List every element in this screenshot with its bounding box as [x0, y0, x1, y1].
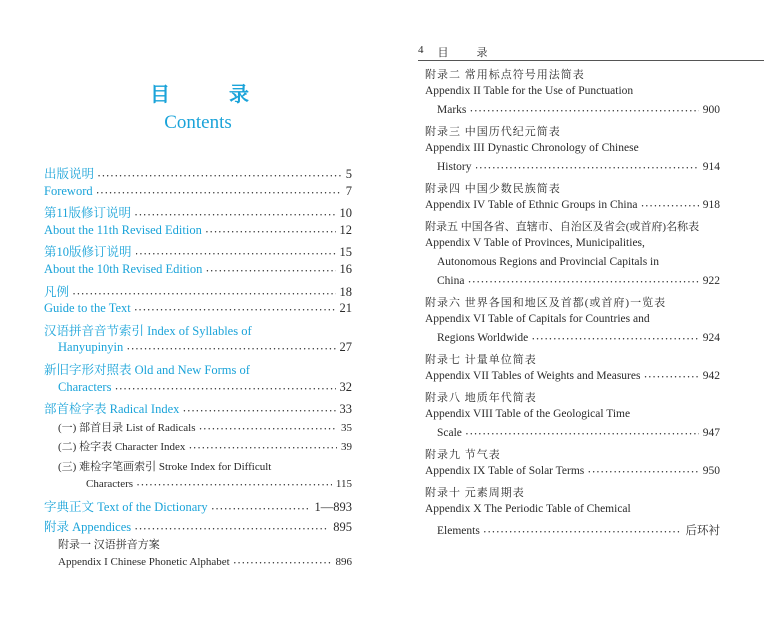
toc-entry[interactable]: China ••••• 922 — [425, 275, 720, 294]
toc-entry[interactable]: (二) 检字表 Character Index ••••• 39 — [44, 438, 352, 458]
toc-entry[interactable]: 附录三 中国历代纪元简表 — [425, 126, 561, 138]
toc-entry[interactable]: 凡例 ••••• 18 — [44, 282, 352, 302]
toc-entry[interactable]: (一) 部首目录 List of Radicals ••••• 35 — [44, 419, 352, 439]
toc-entry[interactable]: Characters ••••• 115 — [44, 478, 352, 498]
toc-entry[interactable]: 字典正文 Text of the Dictionary ••••• 1—893 — [44, 497, 352, 517]
toc-entry[interactable]: (三) 难检字笔画索引 Stroke Index for Difficult — [58, 460, 272, 473]
toc-entry[interactable]: Appendix VI Table of Capitals for Countries and — [425, 313, 650, 325]
toc-entry[interactable]: Appendix II Table for the Use of Punctuation — [425, 85, 634, 97]
contents-title-english: Contents — [164, 112, 232, 133]
toc-entry[interactable]: Appendix I Chinese Phonetic Alphabet ••••• 896 — [44, 556, 352, 576]
toc-entry[interactable]: 附录一 汉语拼音方案 — [58, 539, 160, 552]
running-header — [418, 44, 764, 60]
toc-entry[interactable]: 汉语拼音音节索引 Index of Syllables of — [44, 323, 252, 338]
toc-entry[interactable]: Characters ••••• 32 — [44, 380, 352, 400]
right-toc-list — [425, 66, 720, 541]
header-char-1: 目 — [437, 47, 449, 59]
toc-entry[interactable]: 附录四 中国少数民族简表 — [425, 183, 561, 195]
toc-entry[interactable]: Appendix VIII Table of the Geological Time — [425, 408, 631, 420]
page-number: 4 — [418, 44, 424, 56]
left-toc-list — [44, 164, 352, 575]
toc-entry[interactable]: Appendix III Dynastic Chronology of Chinese — [425, 142, 639, 154]
toc-entry[interactable]: Scale ••••• 947 — [425, 427, 720, 446]
toc-entry[interactable]: Regions Worldwide ••••• 924 — [425, 332, 720, 351]
toc-entry[interactable]: 附录七 计量单位简表 — [425, 354, 537, 366]
header-rule — [418, 60, 764, 61]
toc-entry[interactable]: 附录二 常用标点符号用法简表 — [425, 69, 585, 81]
toc-entry[interactable]: About the 10th Revised Edition ••••• 16 — [44, 262, 352, 282]
toc-entry[interactable]: Guide to the Text ••••• 21 — [44, 301, 352, 321]
toc-entry[interactable]: 部首检字表 Radical Index ••••• 33 — [44, 399, 352, 419]
toc-entry[interactable]: 附录九 节气表 — [425, 449, 501, 461]
toc-entry[interactable]: 附录 Appendices ••••• 895 — [44, 517, 352, 537]
toc-entry[interactable]: 附录五 中国各省、直辖市、自治区及省会(或首府)名称表 — [425, 221, 700, 233]
toc-entry[interactable]: Hanyupinyin ••••• 27 — [44, 340, 352, 360]
toc-entry[interactable]: 附录六 世界各国和地区及首都(或首府)一览表 — [425, 297, 667, 309]
toc-entry[interactable]: 第11版修订说明 ••••• 10 — [44, 203, 352, 223]
toc-entry[interactable]: Appendix IX Table of Solar Terms ••••• 950 — [425, 465, 720, 484]
toc-entry[interactable]: 出版说明 ••••• 5 — [44, 164, 352, 184]
title-char-2: 录 — [229, 84, 250, 106]
toc-entry[interactable]: Marks ••••• 900 — [425, 104, 720, 123]
toc-entry[interactable]: Elements ••••• 后环衬 — [425, 522, 720, 541]
title-char-1: 目 — [150, 84, 171, 106]
toc-entry[interactable]: Foreword ••••• 7 — [44, 184, 352, 204]
toc-entry[interactable]: 附录八 地质年代简表 — [425, 392, 537, 404]
toc-entry[interactable]: History ••••• 914 — [425, 161, 720, 180]
toc-entry[interactable]: Appendix IV Table of Ethnic Groups in China ••••• 918 — [425, 199, 720, 218]
toc-entry[interactable]: 新旧字形对照表 Old and New Forms of — [44, 362, 250, 377]
toc-entry[interactable]: 第10版修订说明 ••••• 15 — [44, 242, 352, 262]
contents-title-chinese — [150, 78, 250, 107]
toc-entry[interactable]: Appendix V Table of Provinces, Municipalities, — [425, 237, 645, 249]
toc-entry[interactable]: About the 11th Revised Edition ••••• 12 — [44, 223, 352, 243]
toc-entry[interactable]: Appendix VII Tables of Weights and Measures ••••• 942 — [425, 370, 720, 389]
toc-entry[interactable]: 附录十 元素周期表 — [425, 487, 525, 499]
toc-entry[interactable]: Appendix X The Periodic Table of Chemical — [425, 503, 631, 515]
header-char-2: 录 — [476, 47, 488, 59]
toc-entry[interactable]: Autonomous Regions and Provincial Capitals in — [437, 256, 659, 268]
